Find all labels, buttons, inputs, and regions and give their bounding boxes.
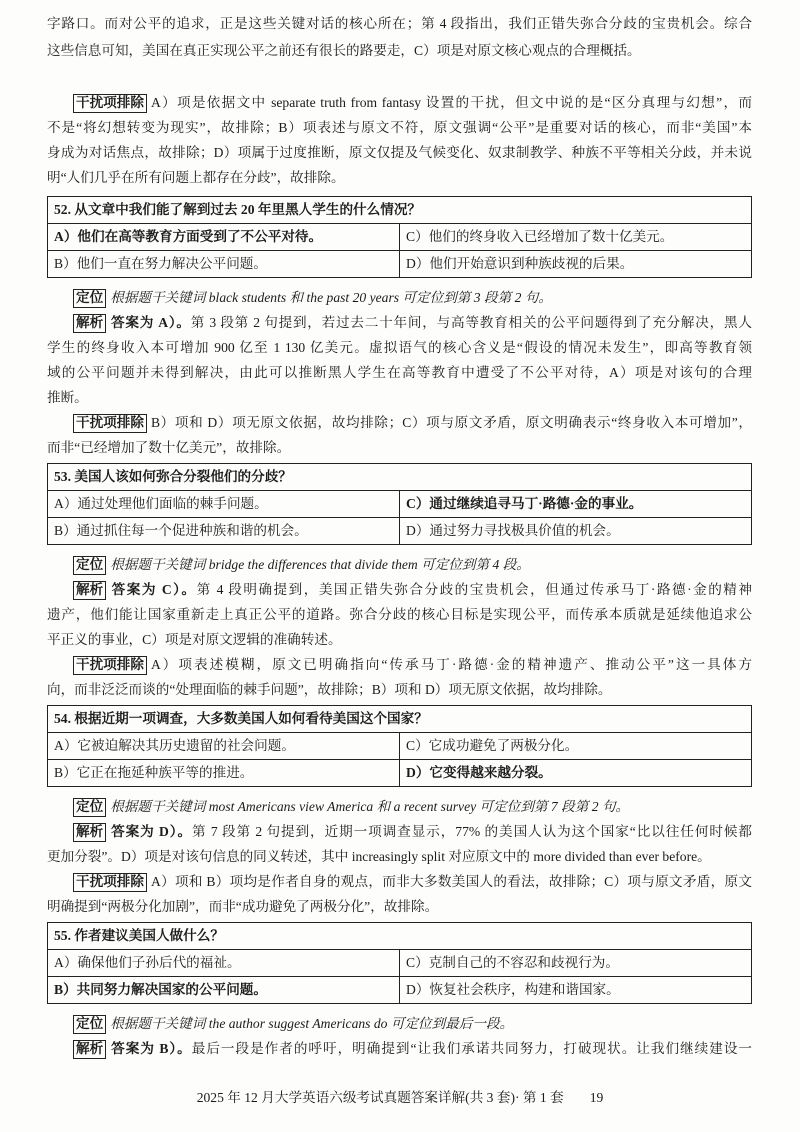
option-row [48,224,752,251]
locate-text: 根据题干关键词 the author suggest Americans do 可定位到最后一段。 [110,1016,514,1031]
footer-title: 2025 年 12 月大学英语六级考试真题答案详解(共 3 套)· 第 1 套 [196,1090,564,1105]
locate-note [47,794,752,819]
locate-text: 根据题干关键词 most Americans view America 和 a recent survey 可定位到第 7 段第 2 句。 [110,799,630,814]
option-row [48,491,752,518]
distractor-line: 而非“已经增加了数十亿美元”，故排除。 [47,440,291,455]
question-table [47,196,752,278]
question-row [48,197,752,224]
analysis-label: 解析 [73,823,106,842]
option-row [48,733,752,760]
locate-label: 定位 [73,798,106,817]
distractor-text: A）项和 B）项均是作者自身的观点，而非大多数美国人的看法，故排除；C）项与原文矛盾，原文 [150,874,752,889]
option-d: D）他们开始意识到种族歧视的后果。 [400,251,752,278]
distractor-paragraph [47,869,752,919]
option-d: D）通过努力寻找极具价值的机会。 [400,518,752,545]
locate-label: 定位 [73,556,106,575]
question-row [48,923,752,950]
intro-line: 字路口。而对公平的追求，正是这些关键对话的核心所在；第 4 段指出，我们正错失弥合分歧的宝贵机会。综合 [47,16,752,31]
distractor-label: 干扰项排除 [73,873,147,892]
analysis-line [47,577,752,602]
analysis-paragraph [47,819,752,869]
option-row [48,760,752,787]
intro-line: 这些信息可知，美国在真正实现公平之前还有很长的路要走，C）项是对原文核心观点的合理概括。 [47,43,641,58]
distractor-line [47,869,752,894]
analysis-paragraph [47,577,752,652]
distractor-line [47,410,752,435]
distractor-text: A）项表述模糊，原文已明确指向“传承马丁·路德·金的精神遗产、推动公平”这一具体方 [150,657,752,672]
question-table [47,463,752,545]
option-row [48,251,752,278]
distractor-line [47,652,752,677]
distractor-text: B）项和 D）项无原文依据，故均排除；C）项与原文矛盾，原文明确表示“终身收入本可增加”， [150,415,752,430]
analysis-label: 解析 [73,581,106,600]
distractor-paragraph [47,652,752,702]
page-footer [0,1088,800,1108]
analysis-line [47,819,752,844]
option-row [48,518,752,545]
option-row [48,950,752,977]
locate-label: 定位 [73,1015,106,1034]
distractor-label: 干扰项排除 [73,656,147,675]
analysis-text: 最后一段是作者的呼吁，明确提到“让我们承诺共同努力，打破现状。让我们继续建设一 [191,1041,752,1056]
option-c: C）克制自己的不容忍和歧视行为。 [400,950,752,977]
option-c: C）通过继续追寻马丁·路德·金的事业。 [400,491,752,518]
analysis-line: 遗产，他们能让国家重新走上真正公平的道路。弥合分歧的核心目标是实现公平，而传承本质就是延续他追求公 [47,607,752,622]
option-c: C）它成功避免了两极分化。 [400,733,752,760]
option-d: D）它变得越来越分裂。 [400,760,752,787]
question-table [47,705,752,787]
option-a: A）它被迫解决其历史遗留的社会问题。 [48,733,400,760]
analysis-text: 第 3 段第 2 句提到，若过去二十年间，与高等教育相关的公平问题得到了充分解决，黑人 [190,315,753,330]
analysis-line [47,310,752,335]
option-a: A）通过处理他们面临的棘手问题。 [48,491,400,518]
option-a: A）他们在高等教育方面受到了不公平对待。 [48,224,400,251]
distractor-label: 干扰项排除 [73,414,147,433]
analysis-paragraph [47,1036,752,1061]
distractor-paragraph [47,90,752,190]
analysis-label: 解析 [73,1040,106,1059]
locate-text: 根据题干关键词 bridge the differences that divide them 可定位到第 4 段。 [110,557,530,572]
analysis-text: 第 7 段第 2 句提到，近期一项调查显示，77% 的美国人认为这个国家“比以往任何时候都 [192,824,752,839]
question-row [48,706,752,733]
analysis-line: 域的公平问题并未得到解决，由此可以推断黑人学生在高等教育中遭受了不公平对待，A）项是对该句的合理 [47,365,752,380]
analysis-label: 解析 [73,314,106,333]
distractor-line [47,90,752,115]
option-c: C）他们的终身收入已经增加了数十亿美元。 [400,224,752,251]
page-content [47,10,752,1061]
distractor-text: A）项是依据文中 separate truth from fantasy 设置的干扰，但文中说的是“区分真理与幻想”，而 [150,95,752,110]
analysis-text: 第 4 段明确提到，美国正错失弥合分歧的宝贵机会，但通过传承马丁·路德·金的精神 [196,582,752,597]
option-b: B）共同努力解决国家的公平问题。 [48,977,400,1004]
distractor-line: 向，而非泛泛而谈的“处理面临的棘手问题”，故排除；B）项和 D）项无原文依据，故均排除。 [47,682,612,697]
option-a: A）确保他们子孙后代的福祉。 [48,950,400,977]
question-table [47,922,752,1004]
page-number: 19 [589,1090,604,1105]
question-stem: 52. 从文章中我们能了解到过去 20 年里黑人学生的什么情况？ [48,197,752,224]
answer-lead: 答案为 D）。 [110,824,193,839]
analysis-paragraph [47,310,752,410]
question-row [48,464,752,491]
locate-note [47,285,752,310]
answer-lead: 答案为 C）。 [110,582,197,597]
question-stem: 55. 作者建议美国人做什么？ [48,923,752,950]
distractor-line: 明确提到“两极分化加剧”，而非“成功避免了两极分化”，故排除。 [47,899,439,914]
distractor-paragraph [47,410,752,460]
option-b: B）他们一直在努力解决公平问题。 [48,251,400,278]
distractor-line: 不是“将幻想转变为现实”，故排除；B）项表述与原文不符，原文强调“公平”是重要对话的核心，而非“美国”本 [47,120,752,135]
question-stem: 53. 美国人该如何弥合分裂他们的分歧？ [48,464,752,491]
answer-lead: 答案为 A）。 [110,315,191,330]
distractor-line: 明“人们几乎在所有问题上都存在分歧”，故排除。 [47,170,345,185]
analysis-line: 推断。 [47,390,88,405]
analysis-line: 平正义的事业，C）项是对原文逻辑的准确转述。 [47,632,342,647]
locate-label: 定位 [73,289,106,308]
locate-text: 根据题干关键词 black students 和 the past 20 years 可定位到第 3 段第 2 句。 [110,290,552,305]
question-stem: 54. 根据近期一项调查，大多数美国人如何看待美国这个国家？ [48,706,752,733]
analysis-line: 更加分裂”。D）项是对该句信息的同义转述，其中 increasingly split 对应原文中的 more divided than ever before。 [47,849,711,864]
distractor-label: 干扰项排除 [73,94,147,113]
option-d: D）恢复社会秩序，构建和谐国家。 [400,977,752,1004]
distractor-line: 身成为对话焦点，故排除；D）项属于过度推断，原文仅提及气候变化、奴隶制教学、种族不平等相关分歧，并未说 [47,145,752,160]
intro-paragraph [47,10,752,64]
option-row [48,977,752,1004]
locate-note [47,1011,752,1036]
option-b: B）通过抓住每一个促进种族和谐的机会。 [48,518,400,545]
locate-note [47,552,752,577]
answer-lead: 答案为 B）。 [110,1041,192,1056]
option-b: B）它正在拖延种族平等的推进。 [48,760,400,787]
analysis-line: 学生的终身收入本可增加 900 亿至 1 130 亿美元。虚拟语气的核心含义是“假设的情况未发生”，即高等教育领 [47,340,752,355]
analysis-line [47,1036,752,1061]
